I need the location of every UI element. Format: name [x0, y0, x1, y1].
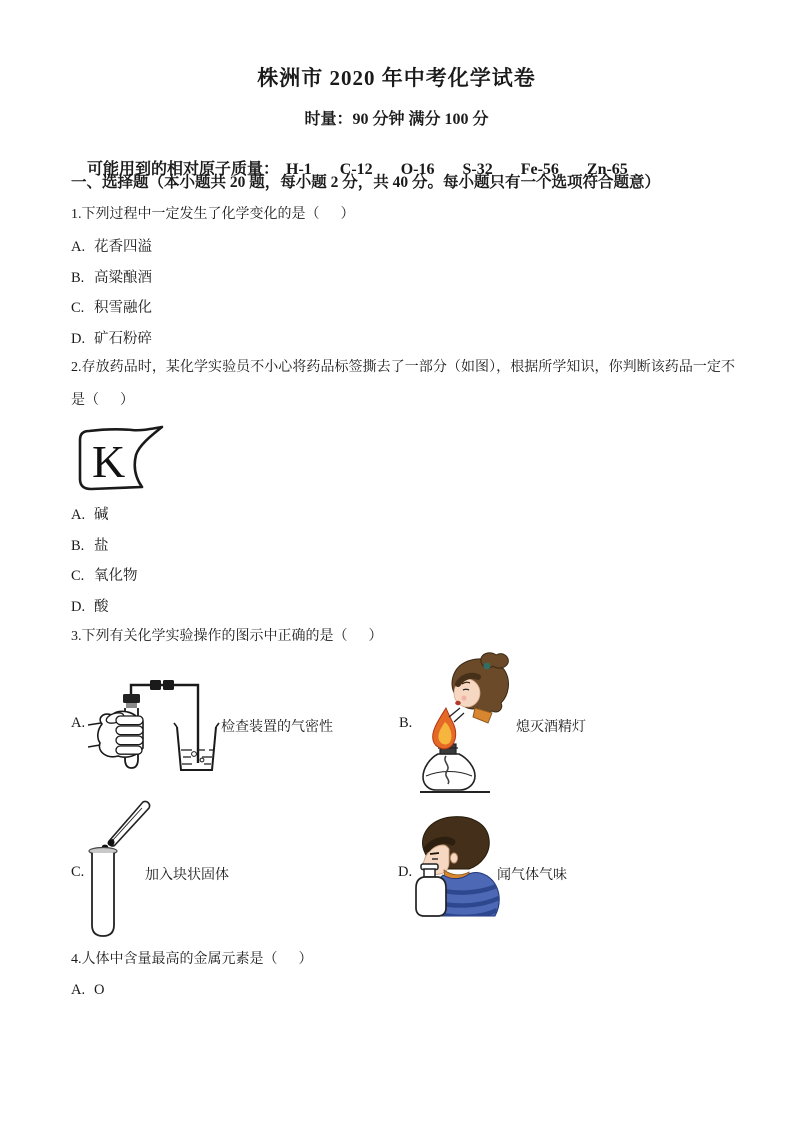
page-title: 株洲市 2020 年中考化学试卷: [257, 66, 536, 90]
option-label: C.: [71, 568, 85, 584]
option-label: D.: [71, 331, 86, 347]
boy-eyebrow: [430, 853, 439, 854]
option-text: 氧化物: [94, 568, 138, 584]
girl-mouth: [455, 701, 461, 705]
option-text: 酸: [94, 599, 109, 615]
blow-line: [449, 708, 460, 717]
option-label: A.: [71, 982, 86, 998]
option-text: 盐: [94, 538, 109, 554]
beaker: [174, 723, 219, 770]
stopper-neck: [126, 703, 137, 708]
atomic-mass-zn: Zn-65: [586, 161, 628, 178]
question-1-option-a: [71, 235, 152, 256]
boy-ear: [450, 853, 457, 863]
figure-b-label: B.: [399, 715, 413, 731]
question-1-text: 下列过程中一定发生了化学变化的是（ ）: [81, 207, 355, 222]
airtightness-check-figure: [88, 668, 228, 776]
smell-gas-figure: [413, 813, 503, 918]
question-4-text: 人体中含量最高的金属元素是（ ）: [81, 952, 313, 967]
question-2-option-a: [71, 503, 109, 524]
option-text: O: [94, 982, 105, 998]
hand: [88, 711, 143, 757]
question-3-number: 3.: [71, 629, 82, 644]
option-label: B.: [71, 270, 85, 286]
figure-a-label: A.: [71, 715, 86, 731]
test-tube: [89, 848, 117, 937]
girl-eye: [463, 689, 469, 690]
question-4-number: 4.: [71, 952, 82, 967]
girl-head: [452, 653, 508, 723]
option-label: A.: [71, 239, 86, 255]
torn-label-figure: [75, 424, 167, 494]
question-1-option-c: [71, 296, 152, 317]
question-2-option-b: [71, 534, 109, 555]
hair-tie: [484, 663, 491, 670]
question-1: [71, 203, 355, 223]
option-text: 积雪融化: [94, 300, 152, 316]
question-2-text: 存放药品时，某化学实验员不小心将药品标签撕去了一部分（如图），根据所学知识，你判断该药品一定不是（ ）: [71, 360, 735, 408]
figure-b-caption: 熄灭酒精灯: [516, 720, 586, 735]
atomic-mass-c: C-12: [339, 161, 373, 178]
atomic-mass-h: H-1: [286, 161, 312, 178]
bubble: [200, 758, 204, 762]
question-1-option-b: [71, 266, 152, 287]
question-4-option-a: [71, 982, 104, 999]
stopper: [123, 694, 140, 703]
atomic-mass-o: O-16: [400, 161, 435, 178]
rubber-connector: [163, 680, 174, 690]
option-label: B.: [71, 538, 85, 554]
question-2-option-c: [71, 564, 138, 585]
option-text: 花香四溢: [94, 239, 152, 255]
figure-c-label: C.: [71, 864, 85, 880]
rubber-connector: [150, 680, 161, 690]
question-2-option-d: [71, 595, 109, 616]
tweezers: [102, 801, 150, 849]
option-label: A.: [71, 507, 86, 523]
question-3: [71, 625, 383, 645]
option-text: 矿石粉碎: [94, 331, 152, 347]
figure-d-label: D.: [398, 864, 413, 880]
option-label: C.: [71, 300, 85, 316]
question-3-text: 下列有关化学实验操作的图示中正确的是（ ）: [81, 629, 383, 644]
question-2: [71, 352, 735, 417]
atomic-mass-s: S-32: [462, 161, 493, 178]
section-heading: 一、选择题（本小题共 20 题，每小题 2 分，共 40 分。每小题只有一个选项符合题意）: [71, 174, 661, 191]
question-1-option-d: [71, 327, 152, 348]
blow-out-lamp-figure: [418, 652, 523, 797]
atomic-mass-fe: Fe-56: [520, 161, 559, 178]
girl-blush: [461, 695, 466, 700]
exam-duration-score: 时量：90 分钟 满分 100 分: [304, 111, 489, 128]
question-1-number: 1.: [71, 207, 82, 222]
atomic-masses-prefix: 可能用到的相对原子质量：: [87, 161, 280, 178]
question-2-number: 2.: [71, 360, 82, 375]
figure-d-caption: 闻气体气味: [497, 868, 567, 883]
torn-label-letter: K: [92, 436, 126, 487]
blow-line: [454, 713, 464, 722]
figure-a-caption: 检查装置的气密性: [221, 720, 333, 735]
bubble: [192, 752, 197, 757]
question-4: [71, 948, 313, 968]
option-label: D.: [71, 599, 86, 615]
option-text: 碱: [94, 507, 109, 523]
option-text: 高粱酿酒: [94, 270, 152, 286]
figure-c-caption: 加入块状固体: [145, 868, 229, 883]
alcohol-lamp: [423, 744, 475, 790]
